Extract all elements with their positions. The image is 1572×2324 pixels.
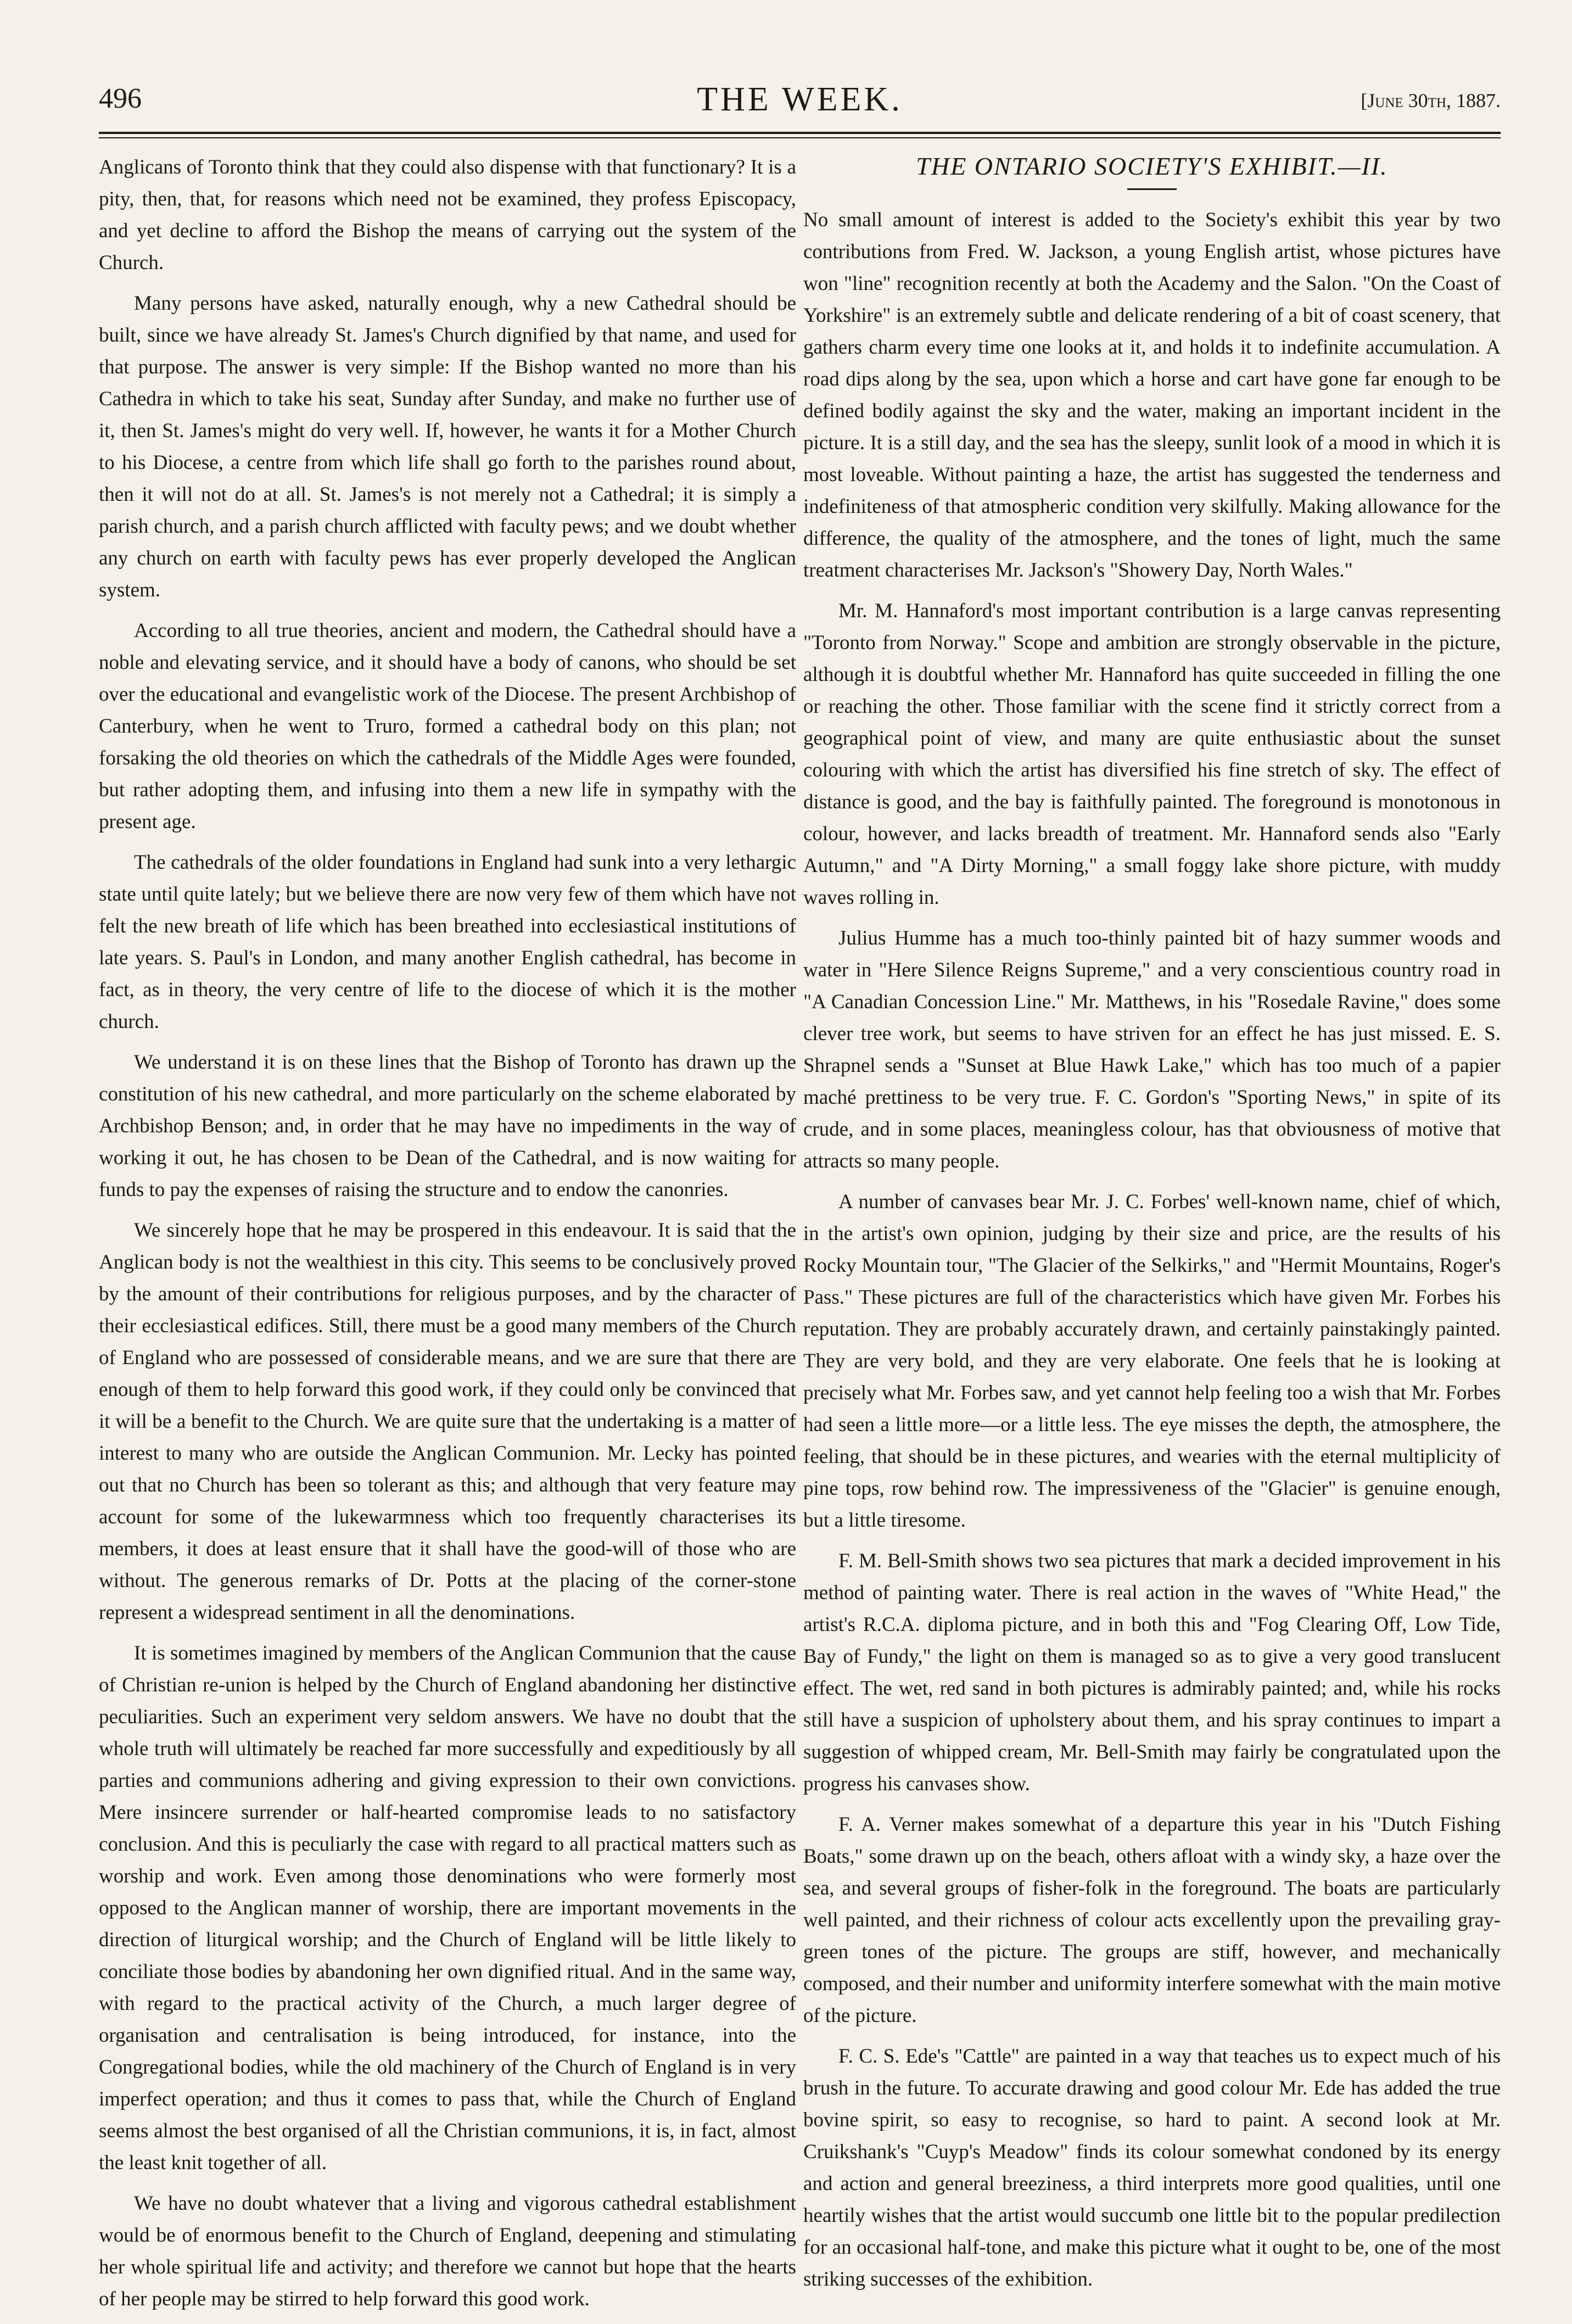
right-paragraph: F. A. Verner makes somewhat of a departure this year in his "Dutch Fishing Boats," some drawn up on the beach, others afloat with a windy sky, a haze over the sea, and several groups of fisher-folk in the foreground. The boats are particularly well painted, and their richness of colour acts excellently upon the prevailing gray-green tones of the picture. The groups are stiff, however, and mechanically composed, and their number and uniformity interfere somewhat with the main motive of the picture.	[803, 1813, 1501, 2027]
right-paragraph: F. C. S. Ede's "Cattle" are painted in a way that teaches us to expect much of his brush in the future. To accurate drawing and good colour Mr. Ede has added the true bovine spirit, so easy to recognise, so hard to paint. A second look at Mr. Cruikshank's "Cuyp's Meadow" finds its colour somewhat condoned by its energy and action and general breeziness, a third interprets more good qualities, until one heartily wishes that the artist would succumb one little bit to the popular predilection for an occasional half-tone, and make this picture what it ought to be, one of the most striking successes of the exhibition.	[803, 2044, 1501, 2291]
left-paragraph: The cathedrals of the older foundations in England had sunk into a very lethargic state until quite lately; but we believe there are now very few of them which have not felt the new breath of life which has been breathed into ecclesiastical institutions of late years. S. Paul's in London, and many another English cathedral, has become in fact, as in theory, the very centre of life to the diocese of which it is the mother church.	[99, 851, 796, 1033]
left-paragraph: It is sometimes imagined by members of the Anglican Communion that the cause of Christian re-union is helped by the Church of England abandoning her distinctive peculiarities. Such an experiment very seldom answers. We have no doubt that the whole truth will ultimately be reached far more successfully and expeditiously by all parties and communions adhering and giving expression to their own convictions. Mere insincere surrender or half-hearted compromise leads to no satisfactory conclusion. And this is peculiarly the case with regard to all practical matters such as worship and work. Even among those denominations who were formerly most opposed to the Anglican manner of worship, there are important movements in the direction of liturgical worship; and the Church of England will be little likely to conciliate those bodies by abandoning her own dignified ritual. And in the same way, with regard to the practical activity of the Church, a much larger degree of organisation and centralisation is being introduced, for instance, into the Congregational bodies, while the old machinery of the Church of England is in very imperfect operation; and thus it comes to pass that, while the Church of England seems almost the best organised of all the Christian communions, it is, in fact, almost the least knit together of all.	[99, 1641, 796, 2174]
header-rule-thin	[99, 137, 1501, 138]
right-paragraph: Julius Humme has a much too-thinly painted bit of hazy summer woods and water in "Here Silence Reigns Supreme," and a very conscientious country road in "A Canadian Concession Line." Mr. Matthews, in his "Rosedale Ravine," does some clever tree work, but seems to have striven for an effect he has just missed. E. S. Shrapnel sends a "Sunset at Blue Hawk Lake," which has too much of a papier maché prettiness to be very true. F. C. Gordon's "Sporting News," in spite of its crude, and in some places, meaningless colour, has that obviousness of motive that attracts so many people.	[803, 926, 1501, 1172]
left-paragraph: Many persons have asked, naturally enough, why a new Cathedral should be built, since we have already St. James's Church dignified by that name, and used for that purpose. The answer is very simple: If the Bishop wanted no more than his Cathedra in which to take his seat, Sunday after Sunday, and make no further use of it, then St. James's might do very well. If, however, he wants it for a Mother Church to his Diocese, a centre from which life shall go forth to the parishes round about, then it will not do at all. St. James's is not merely not a Cathedral; it is simply a parish church, and a parish church afflicted with faculty pews; and we doubt whether any church on earth with faculty pews has ever properly developed the Anglican system.	[99, 292, 796, 601]
right-paragraph: F. M. Bell-Smith shows two sea pictures that mark a decided improvement in his method of painting water. There is real action in the waves of "White Head," the artist's R.C.A. diploma picture, and in both this and "Fog Clearing Off, Low Tide, Bay of Fundy," the light on them is managed so as to give a very good translucent effect. The wet, red sand in both pictures is admirably painted; and, while his rocks still have a suspicion of upholstery about them, and his spray continues to impart a suggestion of whipped cream, Mr. Bell-Smith may fairly be congratulated upon the progress his canvases show.	[803, 1549, 1501, 1795]
left-paragraph: According to all true theories, ancient and modern, the Cathedral should have a noble and elevating service, and it should have a body of canons, who should be set over the educational and evangelistic work of the Diocese. The present Archbishop of Canterbury, when he went to Truro, formed a cathedral body on this plan; not forsaking the old theories on which the cathedrals of the Middle Ages were founded, but rather adopting them, and infusing into them a new life in sympathy with the present age.	[99, 619, 796, 833]
left-paragraph: We understand it is on these lines that the Bishop of Toronto has drawn up the constitution of his new cathedral, and more particularly on the scheme elaborated by Archbishop Benson; and, in order that he may have no impediments in the way of working it out, he has chosen to be Dean of the Cathedral, and is now waiting for funds to pay the expenses of raising the structure and to endow the canonries.	[99, 1051, 796, 1201]
right-paragraph: Mr. M. Hannaford's most important contribution is a large canvas representing "Toronto from Norway." Scope and ambition are strongly observable in the picture, although it is doubtful whether Mr. Hannaford has quite succeeded in filling the one or reaching the other. Those familiar with the scene find it strictly correct from a geographical point of view, and many are quite enthusiastic about the sunset colouring with which the artist has diversified his fine stretch of sky. The effect of distance is good, and the bay is faithfully painted. The foreground is monotonous in colour, however, and lacks breadth of treatment. Mr. Hannaford sends also "Early Autumn," and "A Dirty Morning," a small foggy lake shore picture, with muddy waves rolling in.	[803, 599, 1501, 909]
right-paragraph: A number of canvases bear Mr. J. C. Forbes' well-known name, chief of which, in the artist's own opinion, judging by their size and price, are the results of his Rocky Mountain tour, "The Glacier of the Selkirks," and "Hermit Mountains, Roger's Pass." These pictures are full of the characteristics which have given Mr. Forbes his reputation. They are probably accurately drawn, and certainly painstakingly painted. They are very bold, and they are very elaborate. One feels that he is looking at precisely what Mr. Forbes saw, and yet cannot help feeling too a wish that Mr. Forbes had seen a little more—or a little less. The eye misses the depth, the atmosphere, the feeling, that should be in these pictures, and wearies with the eternal multiplicity of pine tops, row behind row. The impressiveness of the "Glacier" is genuine enough, but a little tiresome.	[803, 1190, 1501, 1532]
header-rule	[99, 132, 1501, 134]
left-paragraph: We sincerely hope that he may be prospered in this endeavour. It is said that the Anglican body is not the wealthiest in this city. This seems to be conclusively proved by the amount of their contributions for religious purposes, and by the character of their ecclesiastical edifices. Still, there must be a good many members of the Church of England who are possessed of considerable means, and we are sure that there are enough of them to help forward this good work, if they could only be convinced that it will be a benefit to the Church. We are quite sure that the undertaking is a matter of interest to many who are outside the Anglican Communion. Mr. Lecky has pointed out that no Church has been so tolerant as this; and although that very feature may account for some of the lukewarmness which too frequently characterises its members, it does at least ensure that it shall have the good-will of those who are without. The generous remarks of Dr. Potts at the placing of the corner-stone represent a widespread sentiment in all the denominations.	[99, 1219, 796, 1624]
paper-title: THE WEEK.	[697, 81, 903, 118]
article-columns	[99, 152, 1501, 2324]
page-number: 496	[99, 83, 142, 114]
masthead	[99, 82, 1501, 126]
right-paragraph: No small amount of interest is added to the Society's exhibit this year by two contributions from Fred. W. Jackson, a young English artist, whose pictures have won "line" recognition recently at both the Academy and the Salon. "On the Coast of Yorkshire" is an extremely subtle and delicate rendering of a bit of coast scenery, that gathers charm every time one looks at it, and holds it to indefinite accumulation. A road dips along by the sea, upon which a horse and cart have gone far enough to be defined bodily against the sky and the water, making an important incident in the picture. It is a still day, and the sea has the sleepy, sunlit look of a mood in which it is most loveable. Without painting a haze, the artist has suggested the tenderness and indefiniteness of that atmospheric condition very skilfully. Making allowance for the difference, the quality of the atmosphere, and the tones of light, much the same treatment characterises Mr. Jackson's "Showery Day, North Wales."	[803, 208, 1501, 582]
right-column	[803, 152, 1501, 2324]
left-column	[99, 152, 796, 2324]
issue-date: [June 30th, 1887.	[1361, 90, 1501, 111]
article-title: THE ONTARIO SOCIETY'S EXHIBIT.—II.	[916, 152, 1388, 180]
left-paragraph: Anglicans of Toronto think that they could also dispense with that functionary? It is a pity, then, that, for reasons which need not be examined, they profess Episcopacy, and yet decline to afford the Bishop the means of carrying out the system of the Church.	[99, 155, 796, 274]
title-divider	[1127, 188, 1177, 190]
left-paragraph: We have no doubt whatever that a living and vigorous cathedral establishment would be of enormous benefit to the Church of England, deepening and stimulating her whole spiritual life and activity; and therefore we cannot but hope that the hearts of her people may be stirred to help forward this good work.	[99, 2192, 796, 2310]
